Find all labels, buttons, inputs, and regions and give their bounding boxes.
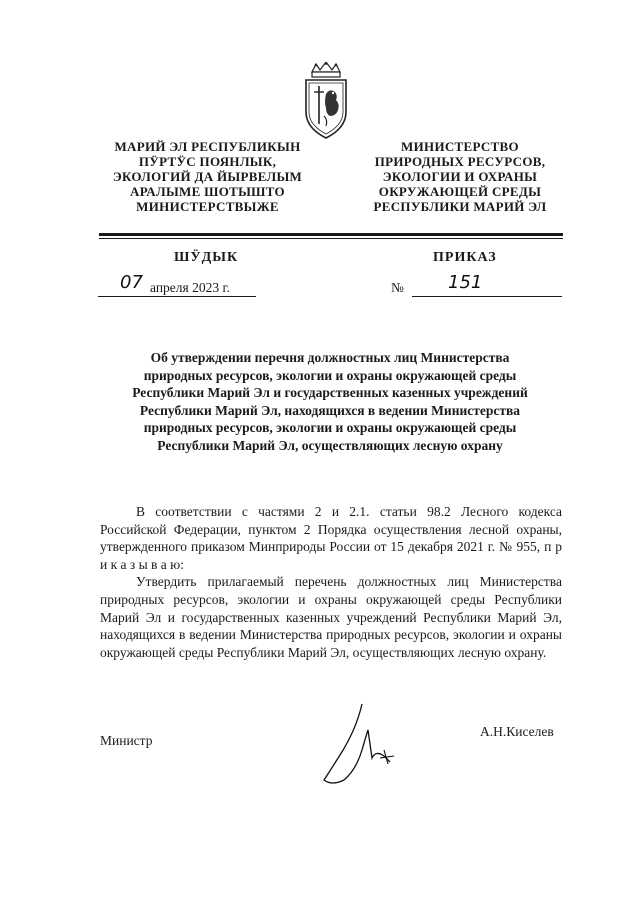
signature-position: Министр [100, 733, 153, 748]
number-handwritten: 151 [448, 272, 483, 293]
header-right-line: ОКРУЖАЮЩЕЙ СРЕДЫ [378, 184, 542, 199]
title-line: Республики Марий Эл и государственных казенных учреждений [132, 385, 528, 400]
header-right [355, 139, 565, 214]
header-divider-thick [99, 233, 563, 236]
title-line: природных ресурсов, экологии и охраны окружающей среды [143, 367, 517, 383]
header-right-line: МИНИСТЕРСТВО [401, 139, 519, 154]
order-title [110, 349, 550, 454]
header-right-line: ПРИРОДНЫХ РЕСУРСОВ, [374, 154, 546, 169]
order-body [100, 503, 562, 661]
number-label: № [391, 280, 404, 295]
date-handwritten: 07 [120, 272, 143, 293]
title-line: Об утверждении перечня должностных лиц Министерства [150, 350, 510, 365]
body-paragraph-1: В соответствии с частями 2 и 2.1. статьи 98.2 Лесного кодекса Российской Федерации, пунктом 2 Порядка осуществления лесной охраны, утвержденного приказом Минприроды России от 15 декабря 2021 г. № 955, п р и к а з ы в а ю: [100, 504, 562, 572]
header-divider-thin [99, 238, 563, 239]
doc-type-left: ШӰДЫК [174, 250, 239, 265]
handwritten-signature-icon [310, 700, 410, 790]
header-left-line: МИНИСТЕРСТВЫЖЕ [136, 199, 279, 214]
number-underline [412, 278, 562, 297]
body-paragraph-2: Утвердить прилагаемый перечень должностных лиц Министерства природных ресурсов, экологии и охраны окружающей среды Республики Марий Эл и государственных казенных учреждений Республики Марий Эл, находящихся в ведении Министерства природных ресурсов, экологии и охраны окружающей среды Республики Марий Эл, осуществляющих лесную охрану. [100, 574, 562, 660]
date-text: апреля 2023 г. [150, 280, 230, 295]
header-right-line: РЕСПУБЛИКИ МАРИЙ ЭЛ [373, 199, 547, 214]
doc-type-right: ПРИКАЗ [433, 250, 497, 265]
header-left-line: ЭКОЛОГИЙ ДА ЙЫРВЕЛЫМ [112, 169, 303, 184]
title-line: природных ресурсов, экологии и охраны окружающей среды [143, 420, 517, 435]
signature-name: А.Н.Киселев [480, 724, 554, 739]
header-left-line: АРАЛЫМЕ ШОТЫШТО [130, 184, 285, 199]
header-left-line: МАРИЙ ЭЛ РЕСПУБЛИКЫН [114, 139, 301, 154]
header-right-line: ЭКОЛОГИИ И ОХРАНЫ [382, 169, 538, 184]
title-line: Республики Марий Эл, находящихся в ведении Министерства [139, 402, 521, 418]
coat-of-arms-icon [300, 62, 352, 142]
header-left [100, 139, 315, 214]
title-line: Республики Марий Эл, осуществляющих лесную охрану [157, 437, 503, 453]
header-left-line: ПӰРТӰС ПОЯНЛЫК, [138, 154, 277, 169]
